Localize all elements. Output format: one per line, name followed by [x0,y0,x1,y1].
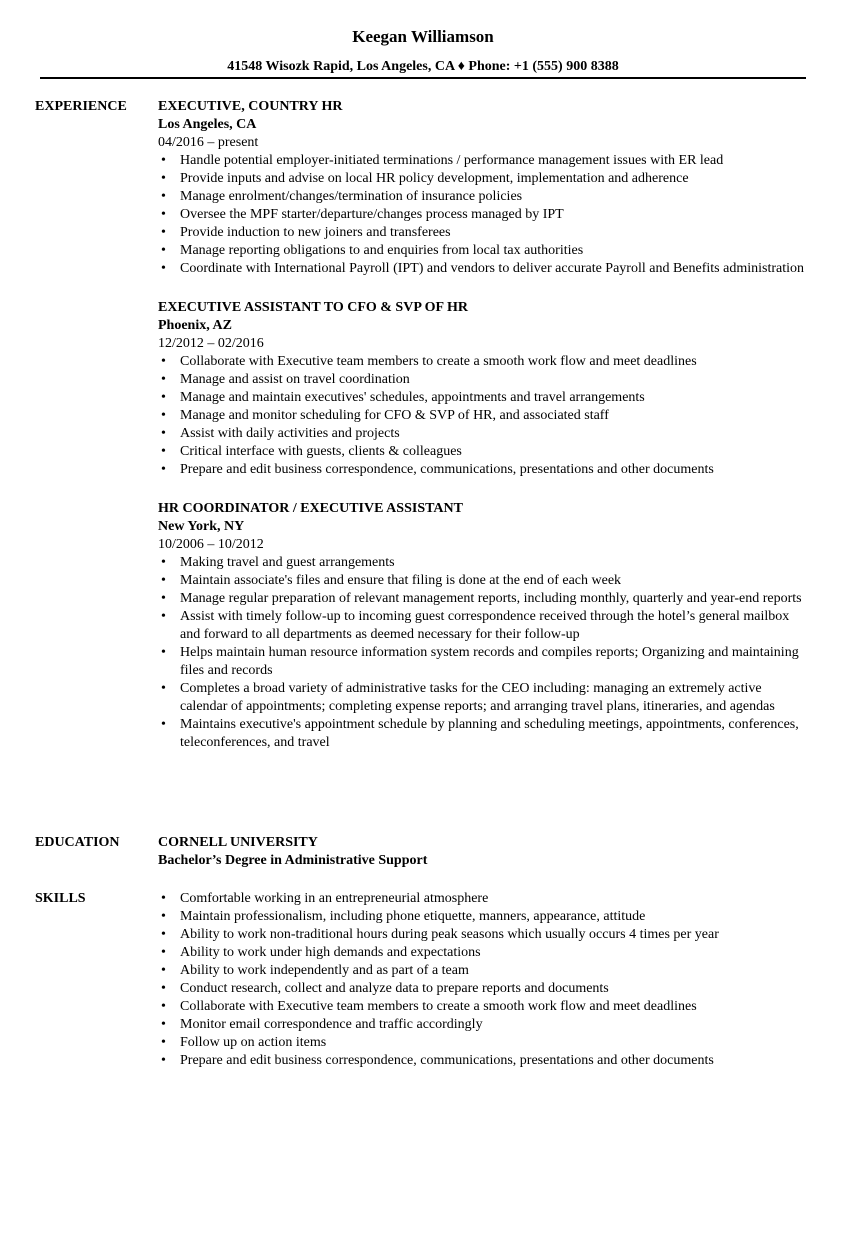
list-item: • Provide induction to new joiners and transferees [158,224,808,242]
education-school: CORNELL UNIVERSITY [158,835,318,850]
experience-section [158,98,808,773]
list-item: • Ability to work independently and as part of a team [158,962,808,980]
list-item: • Assist with timely follow-up to incoming guest correspondence received through the hotel’s general mailbox and forward to all departments as deemed necessary for their follow-up [158,608,808,644]
list-item: • Coordinate with International Payroll (IPT) and vendors to deliver accurate Payroll and Benefits administration [158,260,808,278]
section-label-skills: SKILLS [35,891,86,906]
job-bullets [158,554,808,752]
job-location: Los Angeles, CA [158,117,257,132]
list-item: • Maintain associate's files and ensure that filing is done at the end of each week [158,572,808,590]
list-item: • Oversee the MPF starter/departure/changes process managed by IPT [158,206,808,224]
list-item: • Ability to work under high demands and expectations [158,944,808,962]
job-entry [158,98,808,278]
section-label-education: EDUCATION [35,835,120,850]
list-item: • Follow up on action items [158,1034,808,1052]
list-item: • Monitor email correspondence and traffic accordingly [158,1016,808,1034]
section-label-experience: EXPERIENCE [35,99,127,114]
list-item: • Manage and assist on travel coordination [158,371,808,389]
list-item: • Maintains executive's appointment schedule by planning and scheduling meetings, appointments, conferences, teleconferences, and travel [158,716,808,752]
list-item: • Manage and maintain executives' schedules, appointments and travel arrangements [158,389,808,407]
job-location: New York, NY [158,519,245,534]
list-item: • Comfortable working in an entrepreneurial atmosphere [158,890,808,908]
resume-name: Keegan Williamson [352,27,494,46]
job-dates: 12/2012 – 02/2016 [158,336,264,351]
list-item: • Critical interface with guests, clients & colleagues [158,443,808,461]
list-item: • Completes a broad variety of administrative tasks for the CEO including: managing an extremely active calendar of appointments; completing expense reports; and arranging travel plans, itineraries, and agendas [158,680,808,716]
list-item: • Collaborate with Executive team members to create a smooth work flow and meet deadlines [158,998,808,1016]
job-bullets [158,152,808,278]
skills-section [158,890,808,1070]
education-section [158,834,808,870]
list-item: • Manage reporting obligations to and enquiries from local tax authorities [158,242,808,260]
list-item: • Assist with daily activities and projects [158,425,808,443]
list-item: • Manage and monitor scheduling for CFO & SVP of HR, and associated staff [158,407,808,425]
list-item: • Prepare and edit business correspondence, communications, presentations and other documents [158,1052,808,1070]
job-title: HR COORDINATOR / EXECUTIVE ASSISTANT [158,501,463,516]
job-dates: 10/2006 – 10/2012 [158,537,264,552]
job-dates: 04/2016 – present [158,135,259,150]
job-title: EXECUTIVE, COUNTRY HR [158,99,343,114]
list-item: • Handle potential employer-initiated terminations / performance management issues with ER lead [158,152,808,170]
list-item: • Helps maintain human resource information system records and compiles reports; Organizing and maintaining files and records [158,644,808,680]
resume-contact: 41548 Wisozk Rapid, Los Angeles, CA ♦ Phone: +1 (555) 900 8388 [227,59,619,74]
job-entry [158,299,808,479]
header-divider [40,77,806,79]
list-item: • Maintain professionalism, including phone etiquette, manners, appearance, attitude [158,908,808,926]
skills-list [158,890,808,1070]
list-item: • Ability to work non-traditional hours during peak seasons which usually occurs 4 times per year [158,926,808,944]
list-item: • Making travel and guest arrangements [158,554,808,572]
job-location: Phoenix, AZ [158,318,232,333]
list-item: • Manage enrolment/changes/termination of insurance policies [158,188,808,206]
list-item: • Conduct research, collect and analyze data to prepare reports and documents [158,980,808,998]
list-item: • Provide inputs and advise on local HR policy development, implementation and adherence [158,170,808,188]
list-item: • Manage regular preparation of relevant management reports, including monthly, quarterly and year-end reports [158,590,808,608]
list-item: • Collaborate with Executive team members to create a smooth work flow and meet deadlines [158,353,808,371]
list-item: • Prepare and edit business correspondence, communications, presentations and other documents [158,461,808,479]
job-title: EXECUTIVE ASSISTANT TO CFO & SVP OF HR [158,300,469,315]
job-entry [158,500,808,752]
job-bullets [158,353,808,479]
education-degree: Bachelor’s Degree in Administrative Support [158,853,428,868]
